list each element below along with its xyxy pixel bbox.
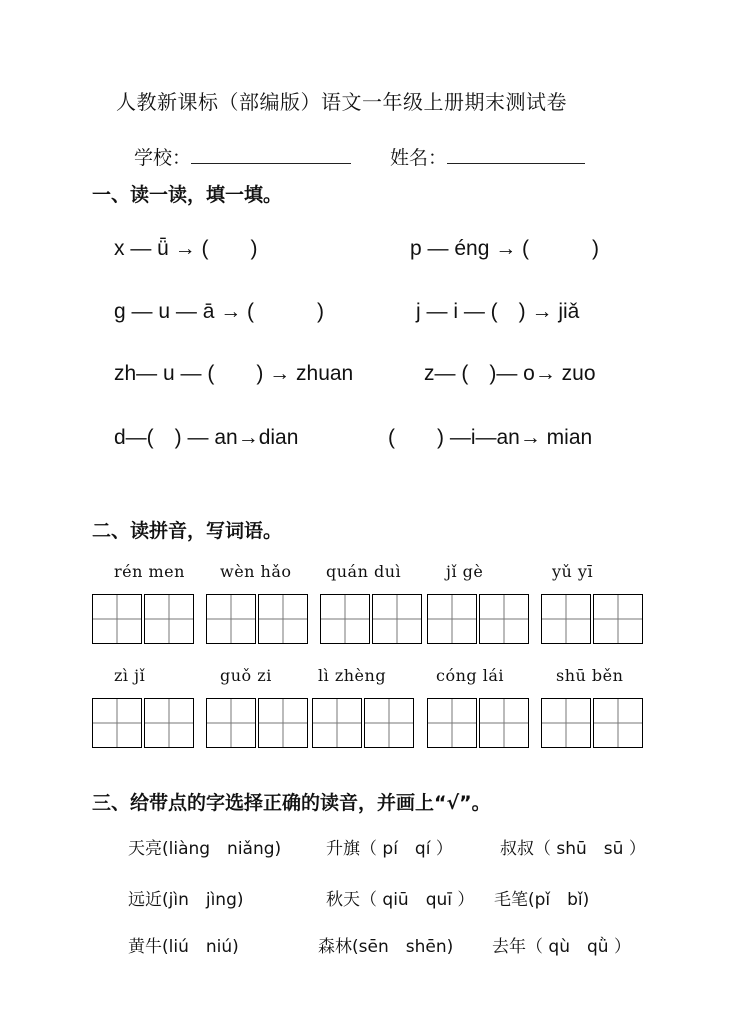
writing-grid xyxy=(206,698,308,748)
writing-cell[interactable] xyxy=(258,594,308,644)
exercise-2-2: j — i — ( ) → jiǎ xyxy=(416,300,580,323)
writing-cell[interactable] xyxy=(206,594,256,644)
reading-choice[interactable]: 毛笔(pǐ bǐ) xyxy=(494,890,590,910)
writing-cell[interactable] xyxy=(320,594,370,644)
writing-grid xyxy=(92,594,194,644)
writing-cell[interactable] xyxy=(427,698,477,748)
writing-cell[interactable] xyxy=(479,698,529,748)
pinyin-label: jǐ gè xyxy=(446,562,484,581)
writing-grid xyxy=(541,594,643,644)
writing-cell[interactable] xyxy=(206,698,256,748)
reading-choice[interactable]: 去年（ qù qǜ ） xyxy=(492,937,631,957)
section-3-heading: 三、给带点的字选择正确的读音，并画上“√”。 xyxy=(92,792,491,814)
pinyin-label: wèn hǎo xyxy=(220,562,292,581)
reading-choice[interactable]: 天亮(liàng niǎng) xyxy=(128,839,282,859)
school-blank[interactable] xyxy=(191,145,351,164)
writing-cell[interactable] xyxy=(593,594,643,644)
reading-choice[interactable]: 叔叔（ shū sū ） xyxy=(500,839,646,859)
writing-cell[interactable] xyxy=(541,698,591,748)
exercise-3-1: zh— u — ( ) → zhuan xyxy=(114,362,354,385)
exercise-1-1: x — ǖ → ( ) xyxy=(114,237,258,260)
reading-choice[interactable]: 秋天（ qiū quī ） xyxy=(326,890,475,910)
exercise-2-1: g — u — ā → ( ) xyxy=(114,300,325,323)
pinyin-label: rén men xyxy=(114,562,185,581)
pinyin-label: lì zhèng xyxy=(318,666,387,685)
writing-grid xyxy=(541,698,643,748)
reading-choice[interactable]: 升旗（ pí qí ） xyxy=(326,839,453,859)
writing-grid xyxy=(92,698,194,748)
writing-cell[interactable] xyxy=(364,698,414,748)
writing-grid xyxy=(427,698,529,748)
school-field xyxy=(134,143,351,170)
writing-cell[interactable] xyxy=(144,594,194,644)
exercise-3-2: z— ( )— o→ zuo xyxy=(424,362,596,385)
reading-choice[interactable]: 远近(jìn jìng) xyxy=(128,890,244,910)
writing-cell[interactable] xyxy=(144,698,194,748)
name-label: 姓名： xyxy=(390,147,448,169)
pinyin-label: guǒ zi xyxy=(220,666,272,685)
pinyin-label: cóng lái xyxy=(436,666,504,685)
reading-choice[interactable]: 森林(sēn shēn) xyxy=(318,937,454,957)
name-field xyxy=(390,143,585,170)
writing-cell[interactable] xyxy=(479,594,529,644)
exercise-4-2: ( ) —i—an→ mian xyxy=(388,426,593,449)
writing-cell[interactable] xyxy=(312,698,362,748)
writing-cell[interactable] xyxy=(92,594,142,644)
pinyin-label: yǔ yī xyxy=(552,562,594,581)
section-1-heading: 一、读一读，填一填。 xyxy=(92,184,283,206)
pinyin-label: quán duì xyxy=(326,562,402,581)
section-2-heading: 二、读拼音，写词语。 xyxy=(92,520,283,542)
writing-cell[interactable] xyxy=(92,698,142,748)
pinyin-label: zì jǐ xyxy=(114,666,146,685)
writing-cell[interactable] xyxy=(427,594,477,644)
page-title: 人教新课标（部编版）语文一年级上册期末测试卷 xyxy=(116,90,567,114)
writing-grid xyxy=(312,698,414,748)
exercise-1-2: p — éng → ( ) xyxy=(410,237,600,260)
reading-choice[interactable]: 黄牛(liú niú) xyxy=(128,937,239,957)
writing-cell[interactable] xyxy=(541,594,591,644)
writing-grid xyxy=(206,594,308,644)
name-blank[interactable] xyxy=(447,145,585,164)
writing-cell[interactable] xyxy=(593,698,643,748)
writing-grid xyxy=(320,594,422,644)
writing-cell[interactable] xyxy=(258,698,308,748)
pinyin-label: shū běn xyxy=(556,666,624,685)
writing-cell[interactable] xyxy=(372,594,422,644)
school-label: 学校： xyxy=(134,147,192,169)
writing-grid xyxy=(427,594,529,644)
exercise-4-1: d—( ) — an→dian xyxy=(114,426,299,449)
